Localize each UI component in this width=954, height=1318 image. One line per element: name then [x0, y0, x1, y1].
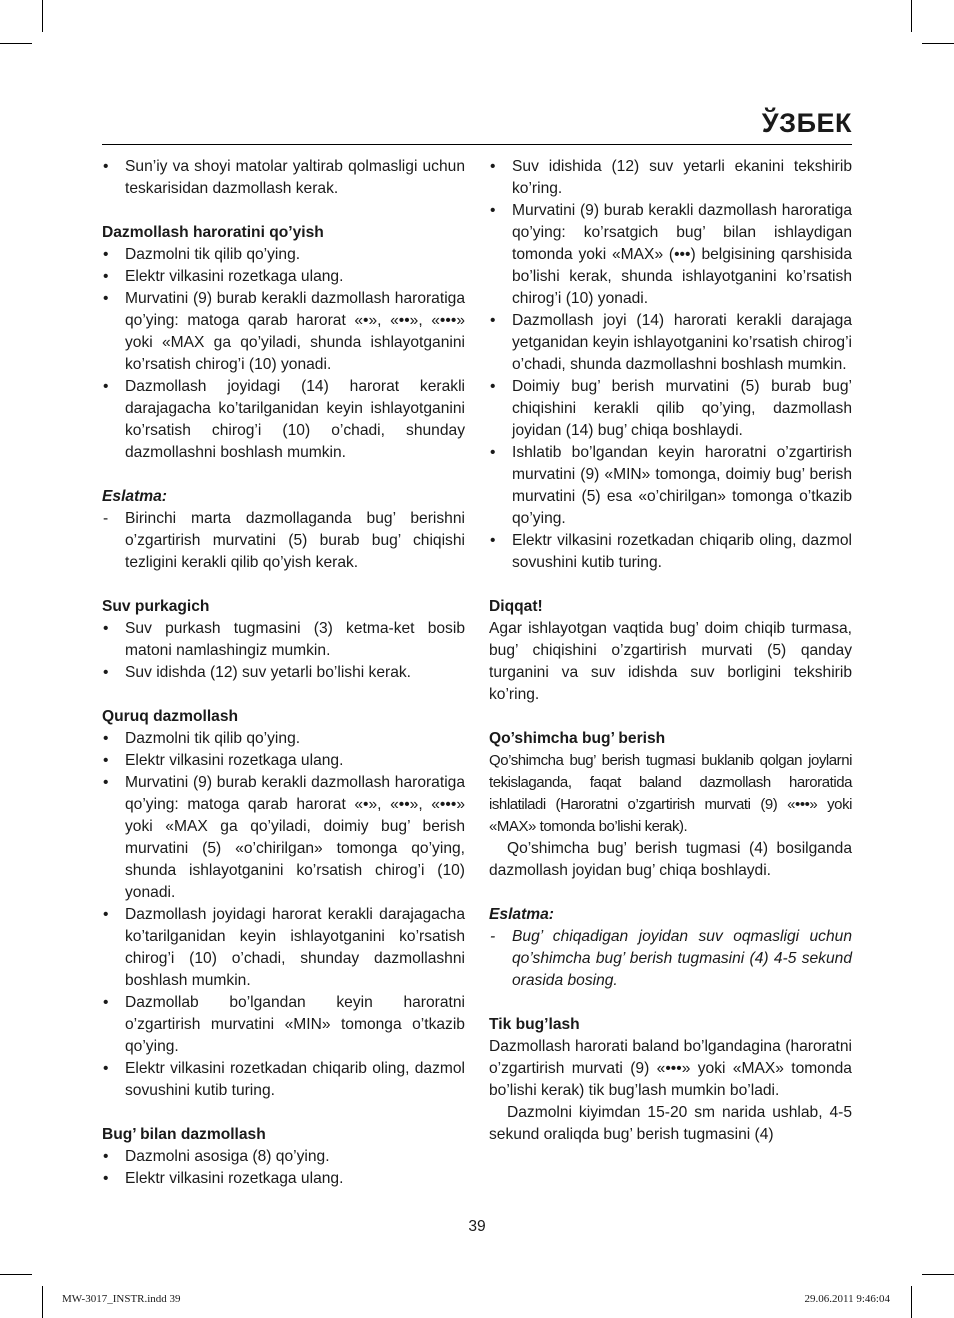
list-item: • Suv idishda (12) suv yetarli bo’lishi kerak.	[102, 662, 465, 684]
list-item: • Dazmollash joyi (14) harorati kerakli darajaga yetganidan keyin ishlayotganini ko’rsatish chirog’i o’chadi, shunda dazmollashni boshlash mumkin.	[489, 310, 852, 376]
list-item: • Dazmolni tik qilib qo’ying.	[102, 728, 465, 750]
list-item: • Murvatini (9) burab kerakli dazmollash haroratiga qo’ying: ko’rsatgich bug’ bilan ishlaydigan tomonda yoki «MAX» (•••) belgisining qarshisida bo’lishi kerak, shunda ishlayotganini ko’rsatish chirog’i (10) yonadi.	[489, 200, 852, 310]
list-item: • Murvatini (9) burab kerakli dazmollash haroratiga qo’ying: matoga qarab harorat «•», «••», «•••» yoki «MAX ga qo’yiladi, shunda ishlayotganini ko’rsatish chirog’i (10) yonadi.	[102, 288, 465, 376]
page-number: 39	[468, 1218, 486, 1235]
footer-date-info: 29.06.2011 9:46:04	[804, 1293, 890, 1305]
crop-mark	[0, 43, 32, 44]
list-item: • Suv idishida (12) suv yetarli ekanini tekshirib ko’ring.	[489, 156, 852, 200]
list-item: • Ishlatib bo’lgandan keyin haroratni o’zgartirish murvatini (9) «MIN» tomonga, doimiy bug’ berish murvatini (5) esa «o’chirilgan» tomonga o’tkazib qo’ying.	[489, 442, 852, 530]
list-item: • Dazmolni tik qilib qo’ying.	[102, 244, 465, 266]
list-item: • Elektr vilkasini rozetkaga ulang.	[102, 1168, 465, 1190]
crop-mark	[911, 0, 912, 32]
section-heading-note: Eslatma:	[489, 906, 555, 923]
crop-mark	[0, 1274, 32, 1275]
section-heading-steam-ironing: Bug’ bilan dazmollash	[102, 1126, 266, 1143]
language-title: ЎЗБЕК	[761, 108, 852, 138]
note-list	[102, 508, 465, 574]
right-column	[489, 156, 852, 1146]
list-item: - Bug’ chiqadigan joyidan suv oqmasligi uchun qo’shimcha bug’ berish tugmasini (4) 4-5 sekund orasida bosing.	[489, 926, 852, 992]
list-item: • Dazmolni asosiga (8) qo’ying.	[102, 1146, 465, 1168]
list-item: • Murvatini (9) burab kerakli dazmollash haroratiga qo’ying: matoga qarab harorat «•», «••», «•••» yoki «MAX ga qo’yiladi, doimiy bug’ berish murvatini (5) «o’chirilgan» tomonga qo’ying, shunda ishlayotganini ko’rsatish chirog’i (10) yonadi.	[102, 772, 465, 904]
attention-text: Agar ishlayotgan vaqtida bug’ doim chiqib turmasa, bug’ chiqishini o’zgartirish murvati (5) qanday turganini va suv idishda suv borligini tekshirib ko’ring.	[489, 620, 852, 703]
list-item: • Elektr vilkasini rozetkaga ulang.	[102, 266, 465, 288]
dry-ironing-list	[102, 728, 465, 1102]
sprayer-list	[102, 618, 465, 684]
section-heading-vertical-steam: Tik bug’lash	[489, 1016, 580, 1033]
list-item: • Elektr vilkasini rozetkadan chiqarib oling, dazmol sovushini kutib turing.	[102, 1058, 465, 1102]
list-item: • Sun’iy va shoyi matolar yaltirab qolmasligi uchun teskarisidan dazmollash kerak.	[102, 156, 465, 200]
list-item: • Dazmollab bo’lgandan keyin haroratni o’zgartirish murvatini «MIN» tomonga o’tkazib qo’ying.	[102, 992, 465, 1058]
crop-mark	[42, 1286, 43, 1318]
extra-steam-text: Qo’shimcha bug’ berish tugmasi (4) bosilganda dazmollash joyidan bug’ chiqa boshlaydi.	[489, 840, 852, 879]
section-heading-note: Eslatma:	[102, 488, 168, 505]
intro-list	[102, 156, 465, 200]
note-list	[489, 926, 852, 992]
list-item: • Suv purkash tugmasini (3) ketma-ket bosib matoni namlashingiz mumkin.	[102, 618, 465, 662]
footer-file-info: MW-3017_INSTR.indd 39	[62, 1293, 181, 1305]
crop-mark	[922, 1274, 954, 1275]
steam-ironing-list-continued	[489, 156, 852, 574]
section-heading-attention: Diqqat!	[489, 598, 543, 615]
section-heading-dry-ironing: Quruq dazmollash	[102, 708, 239, 725]
steam-ironing-list	[102, 1146, 465, 1190]
left-column	[102, 156, 465, 1190]
crop-mark	[922, 43, 954, 44]
list-item: - Birinchi marta dazmollaganda bug’ berishni o’zgartirish murvatini (5) burab bug’ chiqishi tezligini kerakli qilib qo’yish kerak.	[102, 508, 465, 574]
list-item: • Doimiy bug’ berish murvatini (5) burab bug’ chiqishini kerakli qilib qo’ying, dazmollash joyidan (14) bug’ chiqa boshlaydi.	[489, 376, 852, 442]
list-item: • Dazmollash joyidagi harorat kerakli darajagacha ko’tarilganidan keyin ishlayotganini ko’rsatish chirog’i (10) o’chadi, shunday dazmollashni boshlash mumkin.	[102, 904, 465, 992]
list-item: • Elektr vilkasini rozetkadan chiqarib oling, dazmol sovushini kutib turing.	[489, 530, 852, 574]
vertical-steam-text: Dazmollash harorati baland bo’lgandagina (haroratni o’zgartirish murvati (9) «•••» yoki «MAX» tomonda bo’lishi kerak) tik bug’lash mumkin bo’ladi.	[489, 1038, 852, 1099]
crop-mark	[911, 1286, 912, 1318]
header-divider	[102, 144, 852, 145]
extra-steam-text: Qo’shimcha bug’ berish tugmasi buklanib qolgan joylarni tekislaganda, faqat baland dazmollash haroratida ishlatiladi (Haroratni o’zgartirish murvati (9) «•••» yoki «MAX» tomonda bo’lishi kerak).	[489, 752, 852, 835]
list-item: • Dazmollash joyidagi (14) harorat kerakli darajagacha ko’tarilganidan keyin ishlayotganini ko’rsatish chirog’i (10) o’chadi, shunday dazmollashni boshlash mumkin.	[102, 376, 465, 464]
section-heading-extra-steam: Qo’shimcha bug’ berish	[489, 730, 666, 747]
crop-mark	[42, 0, 43, 32]
temperature-list	[102, 244, 465, 464]
section-heading-temperature: Dazmollash haroratini qo’yish	[102, 224, 324, 241]
list-item: • Elektr vilkasini rozetkaga ulang.	[102, 750, 465, 772]
vertical-steam-text: Dazmolni kiyimdan 15-20 sm narida ushlab, 4-5 sekund oraliqda bug’ berish tugmasini (4)	[489, 1104, 852, 1143]
section-heading-sprayer: Suv purkagich	[102, 598, 210, 615]
